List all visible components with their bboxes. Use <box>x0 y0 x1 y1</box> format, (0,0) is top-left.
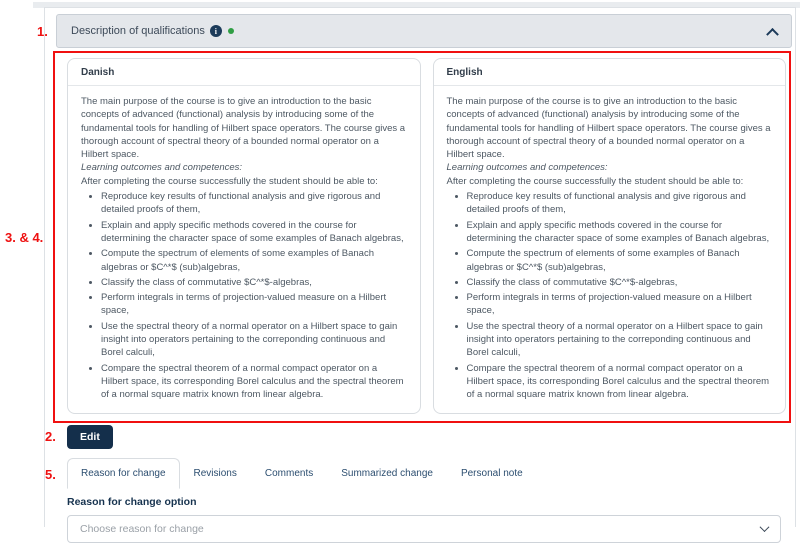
status-dot-icon <box>228 28 234 34</box>
learning-outcomes-subheading: Learning outcomes and competences: <box>446 162 608 174</box>
list-item: • Perform integrals in terms of projection-valued measure on a Hilbert space, <box>101 291 407 318</box>
english-card-title: English <box>434 59 786 86</box>
list-item: • Compare the spectral theorem of a normal compact operator on a Hilbert space, its corresponding Borel calculus and the spectral theorem of a normal square matrix known from linear algebra. <box>467 362 773 402</box>
learning-outcomes-list <box>447 190 773 401</box>
list-item: • Compare the spectral theorem of a normal compact operator on a Hilbert space, its corresponding Borel calculus and the spectral theorem of a normal square matrix known from linear algebra. <box>101 362 407 402</box>
edit-button[interactable]: Edit <box>67 425 113 449</box>
lead-in-line: After completing the course successfully the student should be able to: <box>81 175 378 187</box>
list-item: • Reproduce key results of functional analysis and give rigorous and detailed proofs of them, <box>467 190 773 217</box>
danish-description-card <box>67 58 421 414</box>
edit-row <box>45 425 795 449</box>
tab-reason-for-change[interactable]: Reason for change <box>67 458 180 489</box>
english-card-body <box>434 86 786 413</box>
annotation-label-2: 2. <box>45 428 56 444</box>
tab-comments[interactable]: Comments <box>264 467 314 479</box>
danish-card-title: Danish <box>68 59 420 86</box>
annotation-label-1: 1. <box>37 24 48 39</box>
list-item: • Use the spectral theory of a normal operator on a Hilbert space to gain insight into operators pertaining to the correponding continuous and Borel calculi, <box>101 320 407 360</box>
tab-revisions[interactable]: Revisions <box>193 467 237 479</box>
description-paragraph: The main purpose of the course is to give an introduction to the basic concepts of advanced (functional) analysis by introducing some of the fundamental tools for handling of Hilbert space operators. The course gives a thorough account of spectral theory of a bounded normal operator on a Hilbert space. <box>81 96 406 161</box>
select-placeholder-text: Choose reason for change <box>80 522 204 535</box>
list-item: • Perform integrals in terms of projection-valued measure on a Hilbert space, <box>467 291 773 318</box>
description-panels-section <box>5 58 786 414</box>
list-item: • Reproduce key results of functional analysis and give rigorous and detailed proofs of them, <box>101 190 407 217</box>
annotation-label-5: 5. <box>45 466 56 482</box>
list-item: • Compute the spectrum of elements of some examples of Banach algebras or $C^*$ (sub)algebras, <box>467 247 773 274</box>
danish-card-body <box>68 86 420 413</box>
accordion-title: Description of qualifications <box>71 25 205 37</box>
list-item: • Compute the spectrum of elements of some examples of Banach algebras or $C^*$ (sub)algebras, <box>101 247 407 274</box>
tab-personal-note[interactable]: Personal note <box>460 467 523 479</box>
tab-summarized-change[interactable]: Summarized change <box>341 467 433 479</box>
reason-for-change-option-label: Reason for change option <box>67 495 197 508</box>
annotation-label-3-and-4: 3. & 4. <box>5 230 44 245</box>
list-item: • Explain and apply specific methods covered in the course for determining the character space of some examples of Banach algebras, <box>101 219 407 246</box>
list-item: • Explain and apply specific methods covered in the course for determining the character space of some examples of Banach algebras, <box>467 219 773 246</box>
chevron-down-icon <box>760 522 770 532</box>
lead-in-line: After completing the course successfully the student should be able to: <box>446 175 744 187</box>
description-paragraph: The main purpose of the course is to give an introduction to the basic concepts of advanced (functional) analysis by introducing some of the fundamental tools for handling of Hilbert space operators. The course gives a thorough account of spectral theory of a bounded normal operator on a Hilbert space. <box>446 96 771 161</box>
accordion-header-description-of-qualifications[interactable] <box>37 14 792 48</box>
learning-outcomes-subheading: Learning outcomes and competences: <box>81 162 243 174</box>
list-item: • Classify the class of commutative $C^*$-algebras, <box>467 276 773 289</box>
tab-strip <box>45 458 792 489</box>
list-item: • Use the spectral theory of a normal operator on a Hilbert space to gain insight into operators pertaining to the correponding continuous and Borel calculi, <box>467 320 773 360</box>
course-form-container <box>5 7 796 535</box>
list-item: • Classify the class of commutative $C^*$-algebras, <box>101 276 407 289</box>
learning-outcomes-list <box>81 190 407 401</box>
chevron-up-icon[interactable] <box>766 27 779 40</box>
reason-for-change-select[interactable] <box>67 515 781 543</box>
info-icon[interactable]: i <box>210 25 222 37</box>
english-description-card <box>433 58 787 414</box>
